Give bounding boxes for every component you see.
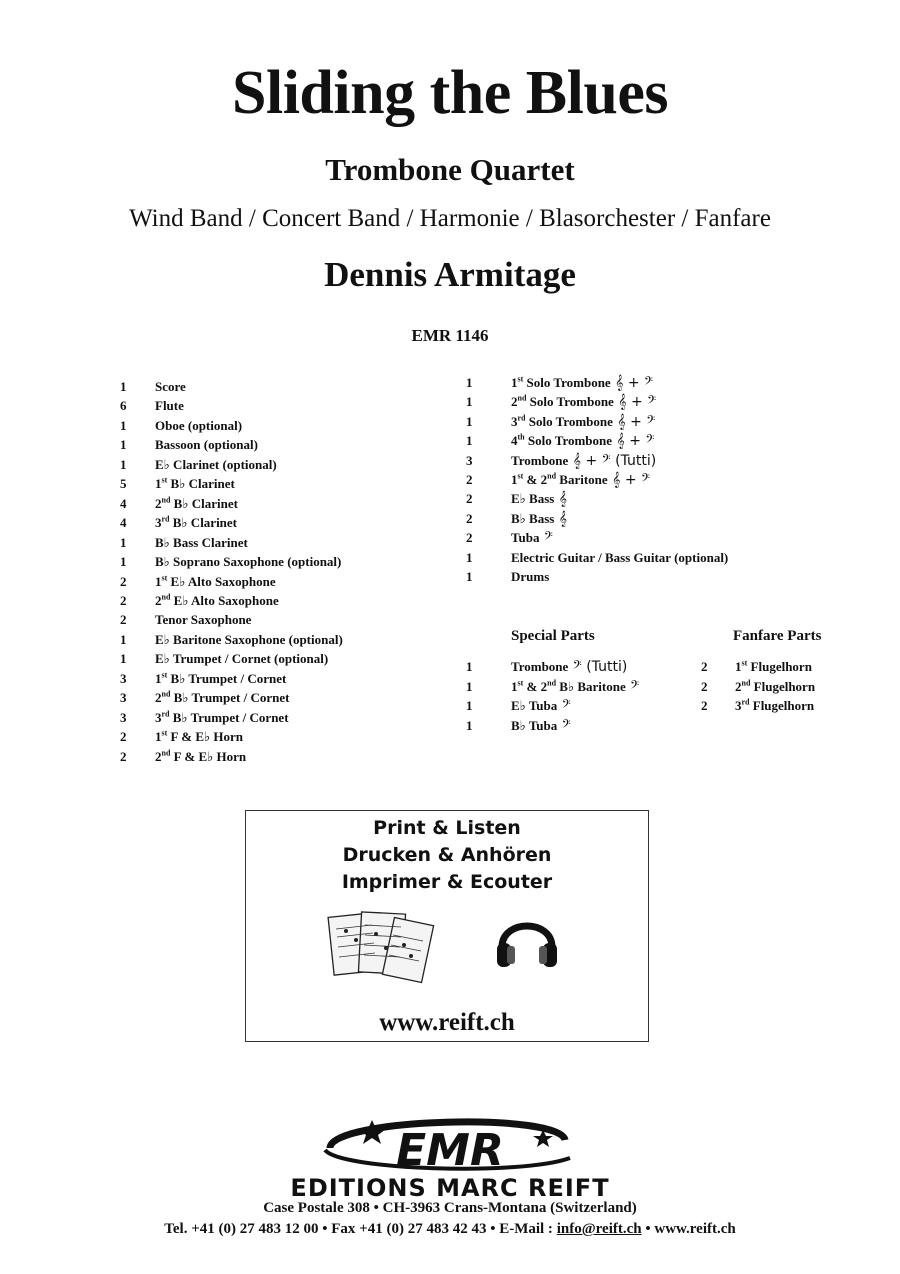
part-quantity: 3 (120, 690, 127, 706)
part-name-text: Score (155, 379, 186, 394)
part-quantity: 1 (466, 569, 473, 584)
part-name (155, 436, 258, 454)
part-name-text: Trombone (511, 659, 569, 674)
special-parts-heading: Special Parts (511, 628, 595, 644)
part-quantity: 1 (120, 456, 127, 472)
part-quantity: 2 (466, 491, 473, 507)
clef-icon: 𝄞 + 𝄢 (Tutti) (568, 452, 657, 469)
part-name (735, 697, 814, 715)
part-name (511, 432, 654, 450)
part-name (155, 728, 243, 746)
part-name-text: Trombone (511, 452, 569, 468)
clef-icon: 𝄞 (554, 491, 568, 508)
part-quantity: 2 (701, 678, 708, 694)
part-quantity: 1 (120, 534, 127, 550)
part-name (155, 709, 289, 727)
part-name (155, 553, 341, 571)
score-subtitle: Trombone Quartet (325, 152, 575, 187)
part-name-text: B♭ Bass Clarinet (155, 534, 248, 550)
part-quantity: 1 (466, 659, 473, 674)
part-name (511, 697, 571, 715)
part-quantity: 1 (466, 678, 473, 694)
clef-icon: 𝄢 (557, 698, 571, 714)
part-name-text: E♭ Tuba (511, 698, 558, 713)
part-quantity: 1 (466, 375, 473, 390)
part-name-text: 1st Flugelhorn (735, 658, 812, 674)
part-name (155, 689, 289, 707)
part-quantity: 1 (120, 379, 127, 394)
part-quantity: 2 (466, 530, 473, 546)
part-name-text: 1st B♭ Trumpet / Cornet (155, 670, 287, 686)
part-name (155, 631, 343, 649)
part-name (511, 452, 656, 470)
part-name-text: 2nd B♭ Clarinet (155, 495, 238, 511)
part-name-text: Oboe (optional) (155, 417, 243, 433)
part-name-text: 4th Solo Trombone (511, 432, 613, 449)
part-name-text: 3rd Flugelhorn (735, 697, 815, 713)
sheet-music-icon (326, 907, 436, 987)
print-listen-box (245, 810, 649, 1042)
part-quantity: 1 (120, 417, 127, 433)
part-name-text: 1st & 2nd Baritone (511, 471, 608, 487)
part-quantity: 4 (120, 515, 127, 531)
part-quantity: 1 (120, 554, 127, 570)
part-name-text: B♭ Soprano Saxophone (optional) (155, 554, 342, 570)
part-quantity: 1 (466, 717, 473, 733)
part-name (155, 495, 238, 513)
part-name (511, 717, 571, 735)
score-title: Sliding the Blues (232, 59, 668, 127)
part-name-text: 1st Solo Trombone (511, 374, 611, 390)
part-name-text: E♭ Trumpet / Cornet (optional) (155, 651, 329, 667)
part-name (511, 374, 653, 392)
part-name-text: Electric Guitar / Bass Guitar (optional) (511, 549, 729, 565)
emr-logo-text: EMR (396, 1125, 504, 1176)
part-quantity: 6 (120, 398, 127, 414)
part-name-text: E♭ Baritone Saxophone (optional) (155, 631, 343, 647)
part-name-text: Tuba (511, 530, 540, 546)
contact-phone-fax: Tel. +41 (0) 27 483 12 00 • Fax +41 (0) 27 483 42 43 • E-Mail : (164, 1221, 557, 1237)
part-name-text: E♭ Bass (511, 491, 555, 507)
catalog-number: EMR 1146 (411, 326, 489, 345)
part-name (155, 534, 248, 552)
part-name-text: 1st & 2nd B♭ Baritone (511, 678, 626, 694)
part-name (155, 475, 235, 493)
headphones-icon (492, 905, 562, 975)
part-name (511, 678, 639, 696)
part-quantity: 3 (466, 452, 473, 468)
promo-line-french: Imprimer & Ecouter (341, 871, 553, 893)
part-name (511, 393, 656, 411)
part-quantity: 4 (120, 495, 127, 511)
part-name (155, 417, 242, 435)
clef-icon: 𝄞 + 𝄢 (612, 413, 656, 430)
part-name-text: 2nd E♭ Alto Saxophone (155, 592, 279, 608)
part-quantity: 3 (120, 670, 127, 686)
part-quantity: 1 (466, 433, 473, 449)
part-name (155, 592, 279, 610)
part-name-text: 1st B♭ Clarinet (155, 475, 235, 492)
part-name (735, 678, 815, 696)
part-quantity: 1 (120, 631, 127, 647)
clef-icon: 𝄞 + 𝄢 (612, 433, 655, 450)
promo-url[interactable]: www.reift.ch (379, 1009, 515, 1036)
band-types: Wind Band / Concert Band / Harmonie / Blasorchester / Fanfare (129, 205, 771, 232)
fanfare-parts-list (701, 658, 841, 718)
part-name (155, 611, 251, 629)
part-name-text: 1st F & E♭ Horn (155, 728, 243, 745)
part-name (511, 510, 567, 528)
clef-icon: 𝄞 + 𝄢 (610, 375, 654, 391)
part-quantity: 1 (120, 651, 127, 667)
part-quantity: 2 (120, 748, 127, 764)
publisher-address: Case Postale 308 • CH-3963 Crans-Montana (Switzerland) (263, 1200, 637, 1216)
part-name (155, 378, 186, 396)
part-quantity: 1 (466, 549, 473, 565)
publisher-contact (0, 1221, 900, 1238)
part-name (511, 529, 553, 547)
clef-icon: 𝄞 + 𝄢 (607, 472, 651, 488)
part-name-text: Drums (511, 569, 550, 584)
part-name (511, 490, 567, 508)
part-name-text: E♭ Clarinet (optional) (155, 456, 277, 472)
fanfare-parts-heading: Fanfare Parts (733, 628, 822, 644)
part-quantity: 1 (466, 698, 473, 713)
promo-line-english: Print & Listen (373, 817, 521, 839)
part-quantity: 3 (120, 709, 127, 725)
part-name-text: B♭ Tuba (511, 717, 558, 733)
clef-icon: 𝄢 (Tutti) (568, 659, 628, 675)
part-name (155, 670, 286, 688)
part-quantity: 2 (120, 573, 127, 589)
clef-icon: 𝄢 (557, 717, 571, 734)
part-quantity: 1 (120, 437, 127, 453)
part-name (155, 650, 328, 668)
part-name-text: 1st E♭ Alto Saxophone (155, 573, 276, 589)
part-quantity: 2 (701, 659, 708, 674)
part-quantity: 2 (120, 592, 127, 608)
publisher-name: EDITIONS MARC REIFT (290, 1174, 610, 1202)
part-name-text: 3rd B♭ Clarinet (155, 514, 238, 531)
part-name-text: 3rd B♭ Trumpet / Cornet (155, 709, 289, 725)
part-quantity: 2 (120, 729, 127, 745)
part-name (155, 573, 276, 591)
parts-list-left (120, 378, 420, 778)
part-name (511, 471, 650, 489)
part-name (155, 456, 277, 474)
part-name-text: Flute (155, 398, 184, 414)
part-quantity: 2 (120, 612, 127, 628)
part-name-text: Tenor Saxophone (155, 612, 252, 628)
part-name (155, 748, 246, 766)
parts-list-right (466, 374, 786, 594)
composer-name: Dennis Armitage (324, 255, 576, 294)
special-parts-list (466, 658, 706, 738)
part-name (511, 549, 728, 567)
clef-icon: 𝄢 (539, 530, 553, 547)
part-name-text: 2nd Flugelhorn (735, 678, 816, 694)
part-name-text: 3rd Solo Trombone (511, 413, 613, 429)
clef-icon: 𝄢 (625, 678, 640, 695)
emr-logo (0, 1110, 900, 1180)
contact-website: • www.reift.ch (641, 1221, 736, 1237)
promo-line-german: Drucken & Anhören (342, 844, 552, 866)
part-name (511, 568, 549, 586)
part-name-text: 2nd F & E♭ Horn (155, 748, 247, 764)
part-name (511, 413, 655, 431)
part-quantity: 2 (701, 698, 708, 713)
part-name (735, 658, 812, 676)
part-name-text: 2nd B♭ Trumpet / Cornet (155, 689, 290, 706)
part-name-text: 2nd Solo Trombone (511, 394, 614, 410)
part-quantity: 1 (466, 394, 473, 410)
clef-icon: 𝄞 (554, 510, 568, 527)
contact-email-link[interactable]: info@reift.ch (556, 1221, 642, 1237)
part-name-text: B♭ Bass (511, 510, 555, 526)
part-quantity: 2 (466, 510, 473, 526)
part-name (511, 658, 627, 676)
part-quantity: 1 (466, 413, 473, 429)
clef-icon: 𝄞 + 𝄢 (613, 394, 657, 411)
part-quantity: 2 (466, 472, 473, 487)
part-name-text: Bassoon (optional) (155, 437, 258, 453)
part-quantity: 5 (120, 476, 127, 492)
part-name (155, 514, 237, 532)
part-name (155, 397, 184, 415)
